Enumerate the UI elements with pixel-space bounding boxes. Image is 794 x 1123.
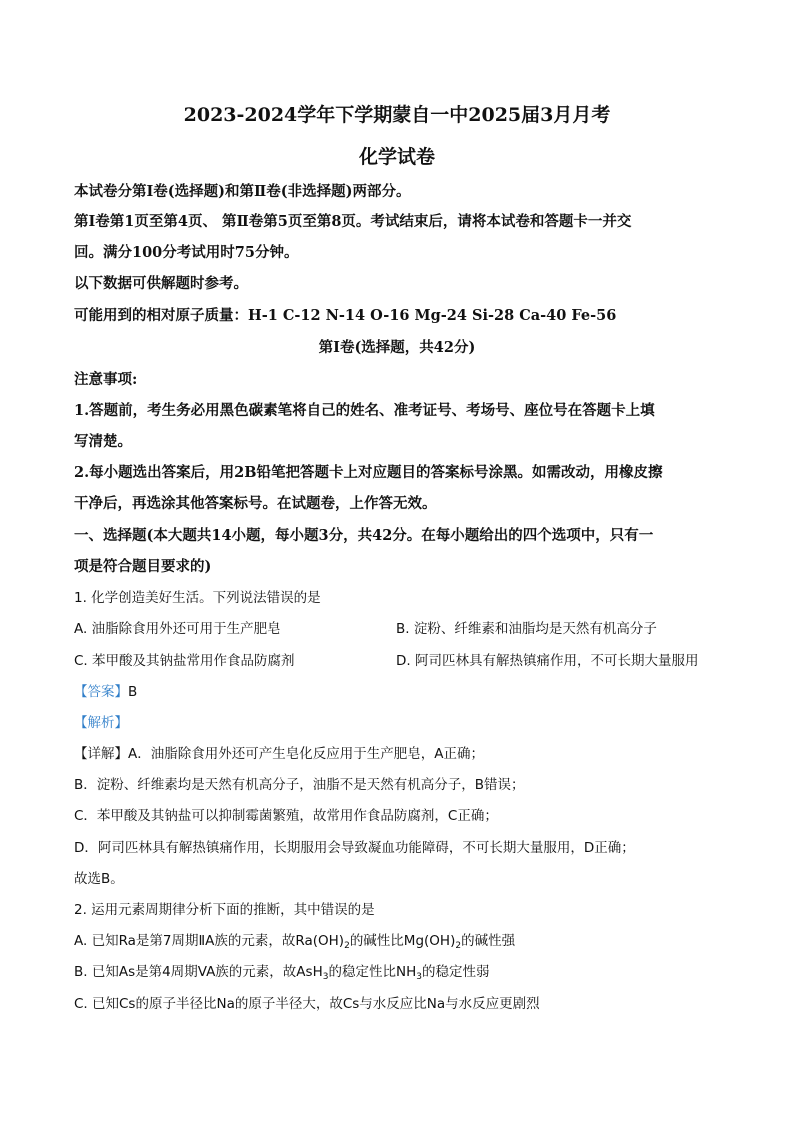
detail-line: D．阿司匹林具有解热镇痛作用，长期服用会导致凝血功能障碍，不可长期大量服用，D正确； bbox=[74, 840, 635, 856]
subscript: 3 bbox=[416, 972, 422, 982]
detail-label: 【详解】 bbox=[74, 746, 128, 762]
intro-line: 回。满分100分考试用时75分钟。 bbox=[74, 244, 299, 261]
analysis-label bbox=[74, 713, 128, 733]
detail-line: B．淀粉、纤维素均是天然有机高分子，油脂不是天然有机高分子，B错误； bbox=[74, 777, 525, 793]
option-d: D. 阿司匹林具有解热镇痛作用，不可长期大量服用 bbox=[396, 653, 699, 669]
intro-line: 本试卷分第Ⅰ卷(选择题)和第Ⅱ卷(非选择题)两部分。 bbox=[74, 183, 411, 200]
option-a-text: A. 已知Ra是第7周期ⅡA族的元素，故Ra(OH) bbox=[74, 933, 345, 949]
notes-line: 干净后，再选涂其他答案标号。在试题卷，上作答无效。 bbox=[74, 495, 437, 512]
detail-text: A．油脂除食用外还可产生皂化反应用于生产肥皂，A正确； bbox=[128, 746, 484, 762]
option-c: C. 苯甲酸及其钠盐常用作食品防腐剂 bbox=[74, 653, 295, 669]
question-2-stem: 2. 运用元素周期律分析下面的推断，其中错误的是 bbox=[74, 902, 375, 918]
option-b-text: B. 已知As是第4周期VA族的元素，故AsH bbox=[74, 964, 323, 980]
option-b-text: 的稳定性比NH bbox=[328, 964, 417, 980]
answer-value: B bbox=[128, 684, 138, 700]
option-b bbox=[74, 962, 489, 982]
question-1-stem: 1. 化学创造美好生活。下列说法错误的是 bbox=[74, 590, 321, 606]
answer-line bbox=[74, 682, 137, 702]
subscript: 3 bbox=[322, 972, 329, 982]
notes-heading: 注意事项: bbox=[74, 371, 138, 388]
exam-subtitle: 化学试卷 bbox=[358, 146, 435, 168]
subscript: 2 bbox=[455, 941, 462, 951]
detail-line: C．苯甲酸及其钠盐可以抑制霉菌繁殖，故常用作食品防腐剂，C正确； bbox=[74, 808, 498, 824]
analysis-label-text: 【解析】 bbox=[74, 715, 128, 731]
option-a-text: 的碱性比Mg(OH) bbox=[349, 933, 456, 949]
part-heading: 一、选择题(本大题共14小题，每小题3分，共42分。在每小题给出的四个选项中，只有一 bbox=[74, 527, 654, 544]
answer-label: 【答案】 bbox=[74, 684, 128, 700]
section-title: 第Ⅰ卷(选择题，共42分) bbox=[318, 339, 476, 356]
detail-line bbox=[74, 744, 484, 764]
option-a bbox=[74, 931, 515, 951]
subscript: 2 bbox=[344, 941, 350, 951]
option-c: C. 已知Cs的原子半径比Na的原子半径大，故Cs与水反应比Na与水反应更剧烈 bbox=[74, 996, 540, 1012]
intro-line: 第Ⅰ卷第1页至第4页、 第Ⅱ卷第5页至第8页。考试结束后，请将本试卷和答题卡一并交 bbox=[74, 213, 632, 230]
option-a-text: 的碱性强 bbox=[461, 933, 516, 949]
notes-line: 写清楚。 bbox=[74, 433, 132, 450]
option-b-text: 的稳定性弱 bbox=[421, 964, 490, 980]
option-b: B. 淀粉、纤维素和油脂均是天然有机高分子 bbox=[396, 621, 657, 637]
notes-line: 2.每小题选出答案后，用2B铅笔把答题卡上对应题目的答案标号涂黑。如需改动，用橡皮擦 bbox=[74, 464, 663, 481]
option-a: A. 油脂除食用外还可用于生产肥皂 bbox=[74, 621, 281, 637]
part-heading: 项是符合题目要求的) bbox=[74, 558, 212, 575]
exam-title: 2023-2024学年下学期蒙自一中2025届3月月考 bbox=[183, 104, 611, 126]
atomic-mass-line: 可能用到的相对原子质量：H-1 C-12 N-14 O-16 Mg-24 Si-28 Ca-40 Fe-56 bbox=[74, 307, 617, 324]
intro-line: 以下数据可供解题时参考。 bbox=[74, 275, 248, 292]
conclusion-line: 故选B。 bbox=[74, 871, 124, 887]
notes-line: 1.答题前，考生务必用黑色碳素笔将自己的姓名、准考证号、考场号、座位号在答题卡上填 bbox=[74, 402, 655, 419]
